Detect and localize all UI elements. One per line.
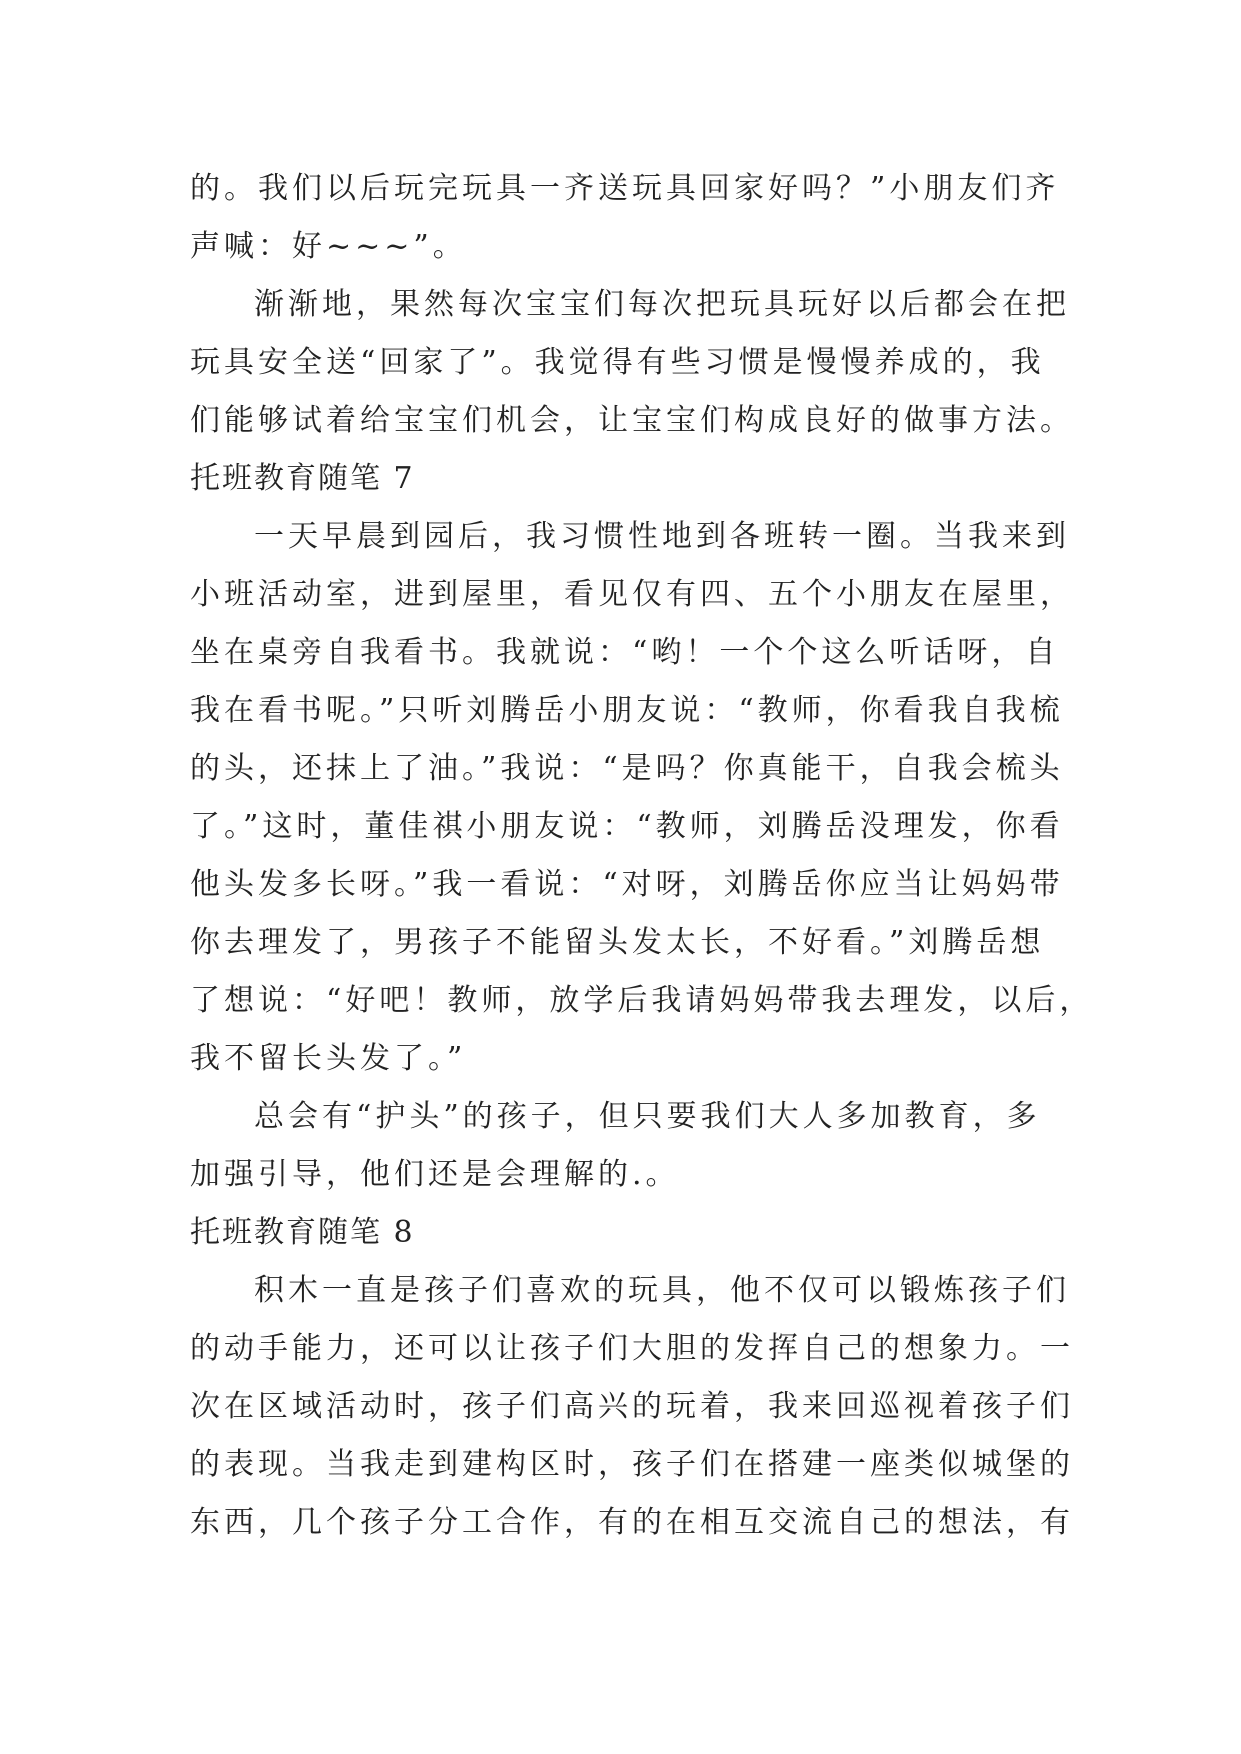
text-line: 的动手能力，还可以让孩子们大胆的发挥自己的想象力。一 (190, 1331, 1074, 1366)
text-line: 的头，还抹上了油。”我说：“是吗？你真能干，自我会梳头 (190, 751, 1064, 786)
text-line: 了。”这时，董佳祺小朋友说：“教师，刘腾岳没理发，你看 (190, 809, 1064, 844)
text-line: 渐渐地，果然每次宝宝们每次把玩具玩好以后都会在把 (254, 287, 1070, 322)
section-heading: 托班教育随笔 7 (190, 461, 415, 496)
text-line: 坐在桌旁自我看书。我就说：“哟！一个个这么听话呀，自 (190, 635, 1060, 670)
text-line: 加强引导，他们还是会理解的.。 (190, 1157, 680, 1192)
text-line: 了想说：“好吧！教师，放学后我请妈妈带我去理发，以后， (190, 983, 1094, 1018)
text-line: 他头发多长呀。”我一看说：“对呀，刘腾岳你应当让妈妈带 (190, 867, 1064, 902)
text-line: 你去理发了，男孩子不能留头发太长，不好看。”刘腾岳想 (190, 925, 1045, 960)
text-line: 的。我们以后玩完玩具一齐送玩具回家好吗？”小朋友们齐 (190, 171, 1060, 206)
text-line: 我在看书呢。”只听刘腾岳小朋友说：“教师，你看我自我梳 (190, 693, 1064, 728)
text-line: 积木一直是孩子们喜欢的玩具，他不仅可以锻炼孩子们 (254, 1273, 1070, 1308)
text-line: 我不留长头发了。” (190, 1041, 467, 1076)
text-line: 次在区域活动时，孩子们高兴的玩着，我来回巡视着孩子们 (190, 1389, 1074, 1424)
text-line: 总会有“护头”的孩子，但只要我们大人多加教育，多 (254, 1099, 1041, 1134)
text-line: 东西，几个孩子分工合作，有的在相互交流自己的想法，有 (190, 1505, 1074, 1540)
text-line: 一天早晨到园后，我习惯性地到各班转一圈。当我来到 (254, 519, 1070, 554)
text-line: 的表现。当我走到建构区时，孩子们在搭建一座类似城堡的 (190, 1447, 1074, 1482)
text-line: 们能够试着给宝宝们机会，让宝宝们构成良好的做事方法。 (190, 403, 1074, 438)
text-line: 小班活动室，进到屋里，看见仅有四、五个小朋友在屋里， (190, 577, 1074, 612)
text-line: 玩具安全送“回家了”。我觉得有些习惯是慢慢养成的，我 (190, 345, 1045, 380)
document-body (190, 160, 1094, 1552)
section-heading: 托班教育随笔 8 (190, 1215, 415, 1250)
text-line: 声喊：好~~~”。 (190, 229, 467, 264)
